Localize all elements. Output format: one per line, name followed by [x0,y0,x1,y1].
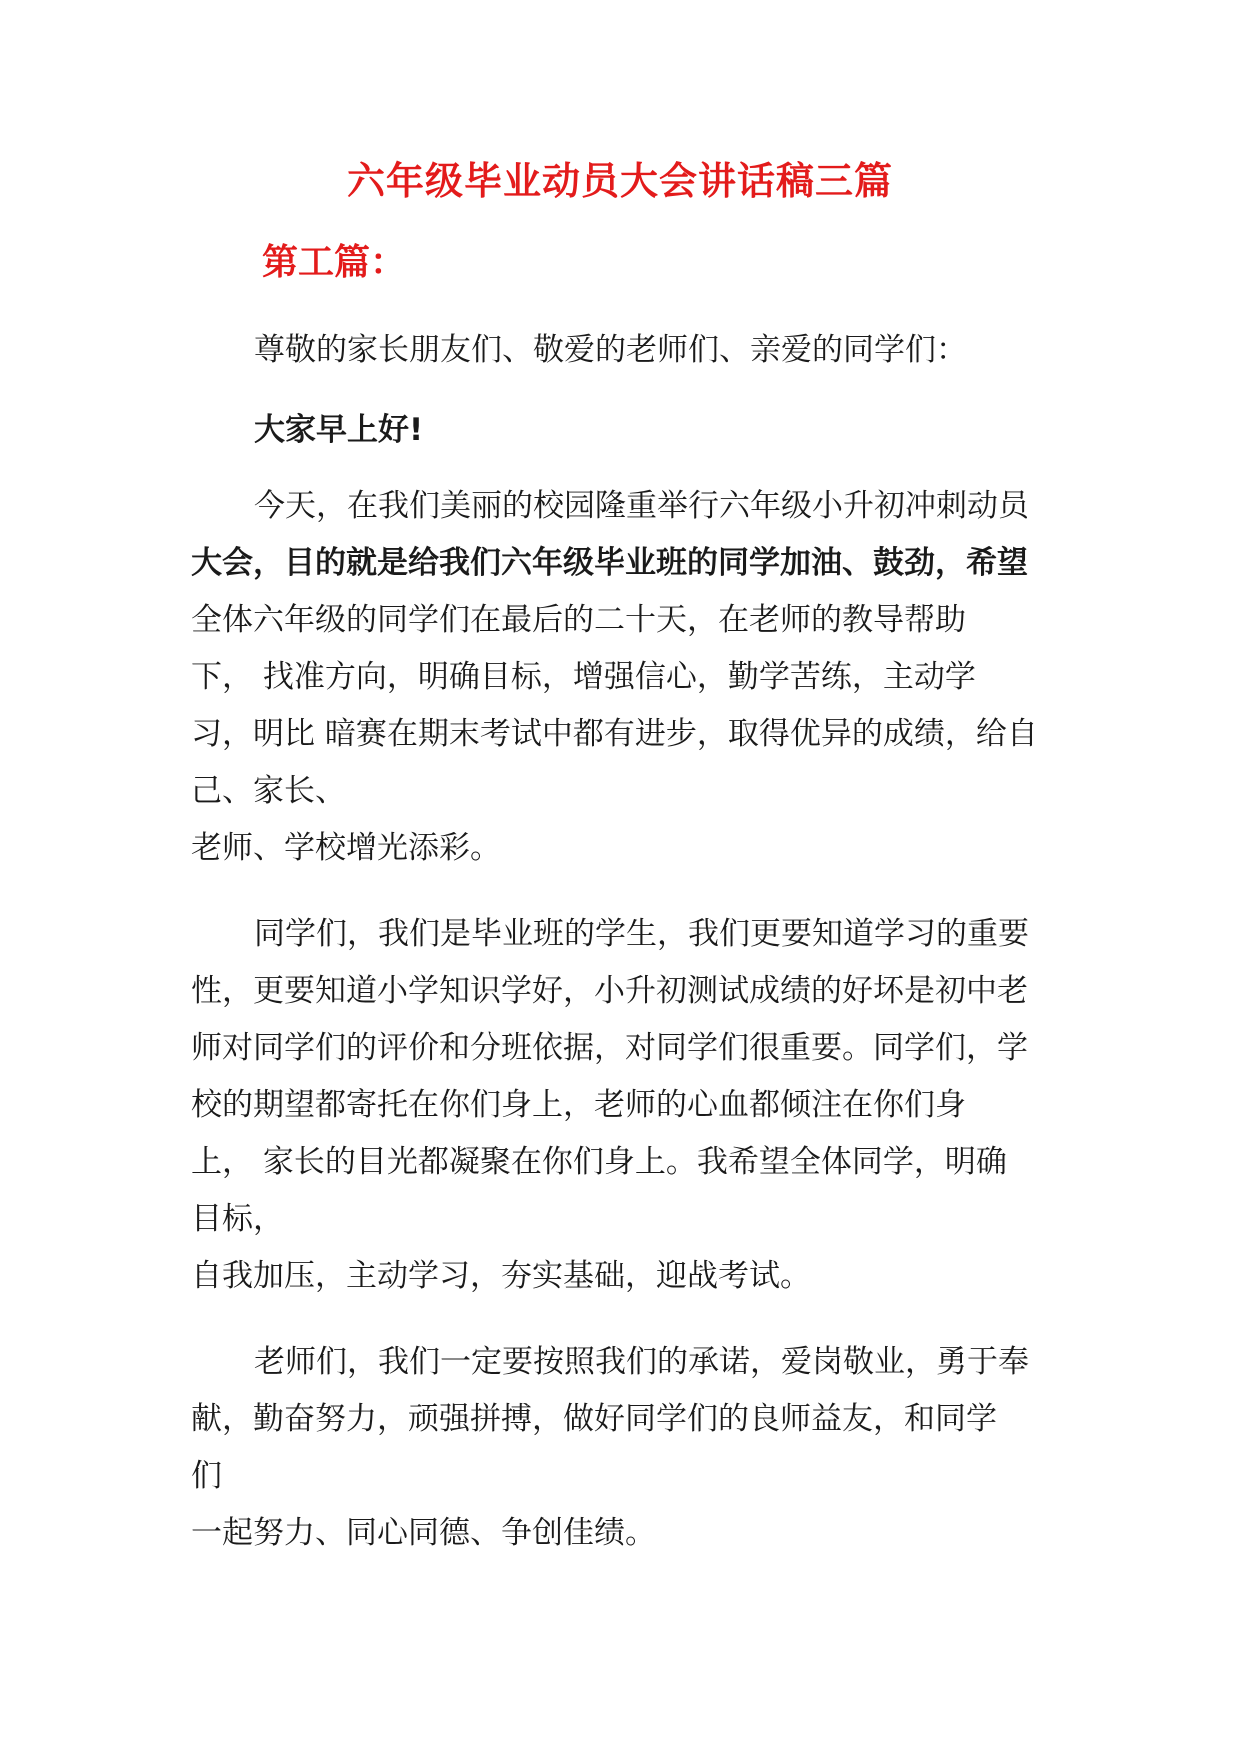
morning-text: 大家早上好! [254,412,424,448]
paragraph-line: 大会，目的就是给我们六年级毕业班的同学加油、鼓劲，希望 [191,545,1028,581]
paragraph-line: 目标， [191,1201,284,1237]
paragraph-1 [191,478,1071,877]
paragraph-line: 今天，在我们美丽的校园隆重举行六年级小升初冲刺动员 [254,488,1029,524]
paragraph-line: 上， 家长的目光都凝聚在你们身上。我希望全体同学，明确 [191,1144,1007,1180]
paragraph-line: 全体六年级的同学们在最后的二十天，在老师的教导帮助 [191,602,966,638]
section-heading: 第工篇： [262,241,407,283]
paragraph-line: 习，明比 暗赛在期末考试中都有进步，取得优异的成绩，给自 [191,716,1038,752]
paragraph-line: 性，更要知道小学知识学好，小升初测试成绩的好坏是初中老 [191,973,1028,1009]
greeting-text: 尊敬的家长朋友们、敬爱的老师们、亲爱的同学们： [254,332,967,368]
paragraph-line: 一起努力、同心同德、争创佳绩。 [191,1515,656,1551]
greeting-line [191,322,1071,379]
paragraph-2 [191,906,1071,1305]
paragraph-line: 校的期望都寄托在你们身上，老师的心血都倾注在你们身 [191,1087,966,1123]
paragraph-line: 下， 找准方向，明确目标，增强信心，勤学苦练，主动学 [191,659,976,695]
morning-line [191,402,1071,459]
paragraph-3 [191,1334,1071,1562]
paragraph-line: 师对同学们的评价和分班依据，对同学们很重要。同学们，学 [191,1030,1028,1066]
paragraph-line: 老师们，我们一定要按照我们的承诺，爱岗敬业，勇于奉 [254,1344,1029,1380]
paragraph-line: 同学们，我们是毕业班的学生，我们更要知道学习的重要 [254,916,1029,952]
paragraph-line: 己、家长、 [191,773,346,809]
document-title: 六年级毕业动员大会讲话稿三篇 [346,158,893,203]
paragraph-line: 们 [191,1458,222,1494]
paragraph-line: 自我加压，主动学习，夯实基础，迎战考试。 [191,1258,811,1294]
paragraph-line: 老师、学校增光添彩。 [191,830,501,866]
paragraph-line: 献，勤奋努力，顽强拼搏，做好同学们的良师益友，和同学 [191,1401,997,1437]
